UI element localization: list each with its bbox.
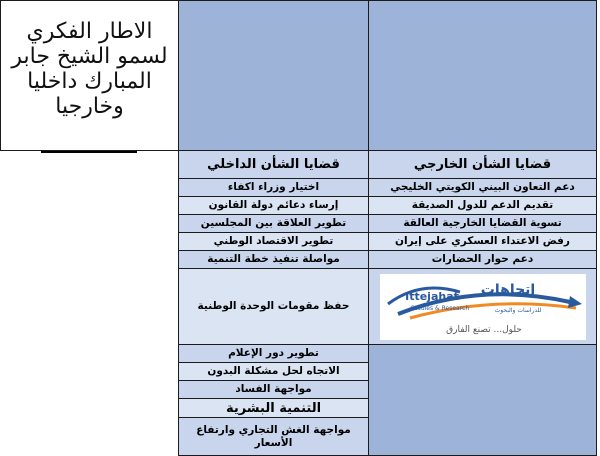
external-item: رفض الاعتداء العسكري على إيران — [369, 233, 597, 251]
internal-item: تطوير دور الإعلام — [179, 345, 369, 363]
internal-section-heading: التنمية البشرية — [179, 399, 369, 418]
title-line-3: المبارك داخليا — [27, 69, 152, 94]
external-item: تسوية القضايا الخارجية العالقة — [369, 215, 597, 233]
internal-item: تطوير العلاقة بين المجلسين — [179, 215, 369, 233]
logo-subtitle-en: Studies & Research — [410, 304, 469, 312]
title-cell — [1, 1, 179, 151]
internal-item: إرساء دعائم دولة القانون — [179, 197, 369, 215]
logo-latin-name: Ittejahat — [404, 289, 459, 303]
title-line-4: وخارجيا — [55, 94, 124, 119]
internal-item: مواجهة الفساد — [179, 381, 369, 399]
external-item: تقديم الدعم للدول الصديقة — [369, 197, 597, 215]
left-blank — [1, 179, 179, 456]
logo-subtitle-ar: للدراسات والبحوث — [494, 306, 541, 314]
title-underline — [41, 151, 137, 153]
external-header: قضايا الشأن الخارجي — [369, 151, 597, 179]
internal-item: اختيار وزراء اكفاء — [179, 179, 369, 197]
ittejahat-logo — [380, 274, 586, 340]
page-title — [7, 19, 172, 119]
title-underline-cell — [1, 151, 179, 179]
external-item: دعم التعاون البيني الكويتي الخليجي — [369, 179, 597, 197]
internal-item: تطوير الاقتصاد الوطني — [179, 233, 369, 251]
header-blank-external — [369, 1, 597, 151]
logo-cell — [369, 269, 597, 345]
internal-item: مواصلة تنفيذ خطة التنمية — [179, 251, 369, 269]
external-item: دعم حوار الحضارات — [369, 251, 597, 269]
external-blank — [369, 345, 597, 456]
logo-arabic-name: اتجاهات — [480, 281, 535, 298]
internal-item: حفظ مقومات الوحدة الوطنية — [179, 269, 369, 345]
internal-item: الاتجاه لحل مشكلة البدون — [179, 363, 369, 381]
internal-item: مواجهة الغش التجاري وارتفاع الأسعار — [179, 418, 369, 456]
internal-header: قضايا الشأن الداخلي — [179, 151, 369, 179]
title-line-2: لسمو الشيخ جابر — [11, 44, 168, 69]
logo-tagline: حلول... تصنع الفارق — [445, 324, 522, 335]
header-blank-internal — [179, 1, 369, 151]
title-line-1: الاطار الفكري — [26, 19, 153, 44]
logo-graphic — [380, 274, 586, 340]
